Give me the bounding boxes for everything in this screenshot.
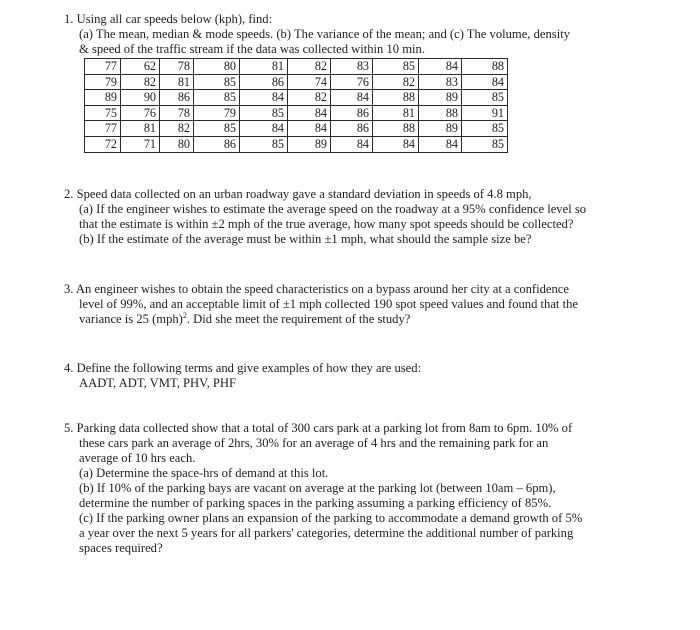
question-5-line-9: spaces required? xyxy=(79,541,163,555)
question-5 xyxy=(64,421,582,556)
question-3-variance-text: variance is 25 (mph) xyxy=(79,312,183,326)
question-5-line-8: a year over the next 5 years for all parkers' categories, determine the additional number of parking xyxy=(79,526,574,540)
table-cell: 81 xyxy=(240,59,288,75)
table-row xyxy=(85,121,508,137)
question-5-line-6: determine the number of parking spaces in the parking assuming a parking efficiency of 85%. xyxy=(79,496,552,510)
table-cell: 79 xyxy=(194,105,240,121)
question-5-line-2: these cars park an average of 2hrs, 30% for an average of 4 hrs and the remaining park for an xyxy=(79,436,549,450)
table-cell: 85 xyxy=(240,136,288,152)
table-cell: 76 xyxy=(121,105,160,121)
table-cell: 85 xyxy=(194,90,240,106)
table-cell: 82 xyxy=(373,74,419,90)
table-cell: 84 xyxy=(373,136,419,152)
question-1-title: 1. Using all car speeds below (kph), find: xyxy=(64,12,273,26)
table-cell: 78 xyxy=(160,59,194,75)
question-4-line-1: 4. Define the following terms and give examples of how they are used: xyxy=(64,361,422,375)
table-cell: 89 xyxy=(419,90,462,106)
table-cell: 76 xyxy=(331,74,373,90)
table-cell: 84 xyxy=(288,121,331,137)
table-row xyxy=(85,74,508,90)
question-2-line-2: (a) If the engineer wishes to estimate the average speed on the roadway at a 95% confidence level so xyxy=(79,202,587,216)
table-row xyxy=(85,59,508,75)
table-cell: 86 xyxy=(331,105,373,121)
table-cell: 81 xyxy=(121,121,160,137)
table-cell: 83 xyxy=(419,74,462,90)
question-1 xyxy=(64,12,570,57)
table-cell: 85 xyxy=(373,59,419,75)
question-1-line-2: & speed of the traffic stream if the data was collected within 10 min. xyxy=(79,42,425,56)
table-cell: 84 xyxy=(331,136,373,152)
table-cell: 89 xyxy=(419,121,462,137)
question-2-line-4: (b) If the estimate of the average must be within ±1 mph, what should the sample size be? xyxy=(79,232,532,246)
table-cell: 85 xyxy=(462,136,508,152)
table-row xyxy=(85,90,508,106)
table-cell: 90 xyxy=(121,90,160,106)
table-cell: 84 xyxy=(419,136,462,152)
table-cell: 86 xyxy=(160,90,194,106)
table-cell: 77 xyxy=(85,121,121,137)
table-cell: 62 xyxy=(121,59,160,75)
table-cell: 85 xyxy=(240,105,288,121)
question-5-line-3: average of 10 hrs each. xyxy=(79,451,196,465)
table-cell: 85 xyxy=(462,121,508,137)
table-cell: 86 xyxy=(331,121,373,137)
table-cell: 89 xyxy=(85,90,121,106)
table-cell: 75 xyxy=(85,105,121,121)
table-cell: 82 xyxy=(160,121,194,137)
table-cell: 80 xyxy=(194,59,240,75)
question-2-line-3: that the estimate is within ±2 mph of the true average, how many spot speeds should be collected? xyxy=(79,217,574,231)
question-3 xyxy=(64,282,578,327)
speed-data-table xyxy=(84,58,508,153)
table-cell: 91 xyxy=(462,105,508,121)
question-5-line-1: 5. Parking data collected show that a total of 300 cars park at a parking lot from 8am to 6pm. 10% of xyxy=(64,421,573,435)
table-cell: 85 xyxy=(194,121,240,137)
table-row xyxy=(85,136,508,152)
table-cell: 74 xyxy=(288,74,331,90)
table-cell: 85 xyxy=(194,74,240,90)
question-3-superscript: 2 xyxy=(182,311,187,320)
table-cell: 82 xyxy=(121,74,160,90)
table-cell: 88 xyxy=(462,59,508,75)
table-row xyxy=(85,105,508,121)
table-cell: 86 xyxy=(194,136,240,152)
table-cell: 89 xyxy=(288,136,331,152)
table-cell: 84 xyxy=(288,105,331,121)
table-cell: 77 xyxy=(85,59,121,75)
question-3-line-2: level of 99%, and an acceptable limit of ±1 mph collected 190 spot speed values and found that the xyxy=(79,297,578,311)
question-3-line-1: 3. An engineer wishes to obtain the speed characteristics on a bypass around her city at a confidence xyxy=(64,282,569,296)
table-cell: 86 xyxy=(240,74,288,90)
question-5-line-7: (c) If the parking owner plans an expansion of the parking to accommodate a demand growth of 5% xyxy=(79,511,583,525)
table-cell: 71 xyxy=(121,136,160,152)
table-cell: 85 xyxy=(462,90,508,106)
table-cell: 88 xyxy=(373,121,419,137)
table-cell: 82 xyxy=(288,90,331,106)
question-2 xyxy=(64,187,586,247)
question-4-line-2: AADT, ADT, VMT, PHV, PHF xyxy=(79,376,236,390)
table-cell: 88 xyxy=(419,105,462,121)
table-cell: 84 xyxy=(240,121,288,137)
table-cell: 81 xyxy=(160,74,194,90)
table-cell: 79 xyxy=(85,74,121,90)
table-cell: 80 xyxy=(160,136,194,152)
table-cell: 84 xyxy=(331,90,373,106)
table-cell: 78 xyxy=(160,105,194,121)
table-cell: 82 xyxy=(288,59,331,75)
table-cell: 81 xyxy=(373,105,419,121)
table-cell: 88 xyxy=(373,90,419,106)
table-cell: 84 xyxy=(240,90,288,106)
table-cell: 84 xyxy=(419,59,462,75)
table-cell: 84 xyxy=(462,74,508,90)
question-3-line-3 xyxy=(64,312,578,327)
question-1-line-1: (a) The mean, median & mode speeds. (b) The variance of the mean; and (c) The volume, density xyxy=(79,27,570,41)
question-2-line-1: 2. Speed data collected on an urban roadway gave a standard deviation in speeds of 4.8 mph, xyxy=(64,187,532,201)
question-4 xyxy=(64,361,421,391)
table-cell: 83 xyxy=(331,59,373,75)
question-5-line-5: (b) If 10% of the parking bays are vacant on average at the parking lot (between 10am – 6pm), xyxy=(79,481,556,495)
table-cell: 72 xyxy=(85,136,121,152)
question-5-line-4: (a) Determine the space-hrs of demand at this lot. xyxy=(79,466,329,480)
question-3-line-3-end: . Did she meet the requirement of the study? xyxy=(186,312,411,326)
